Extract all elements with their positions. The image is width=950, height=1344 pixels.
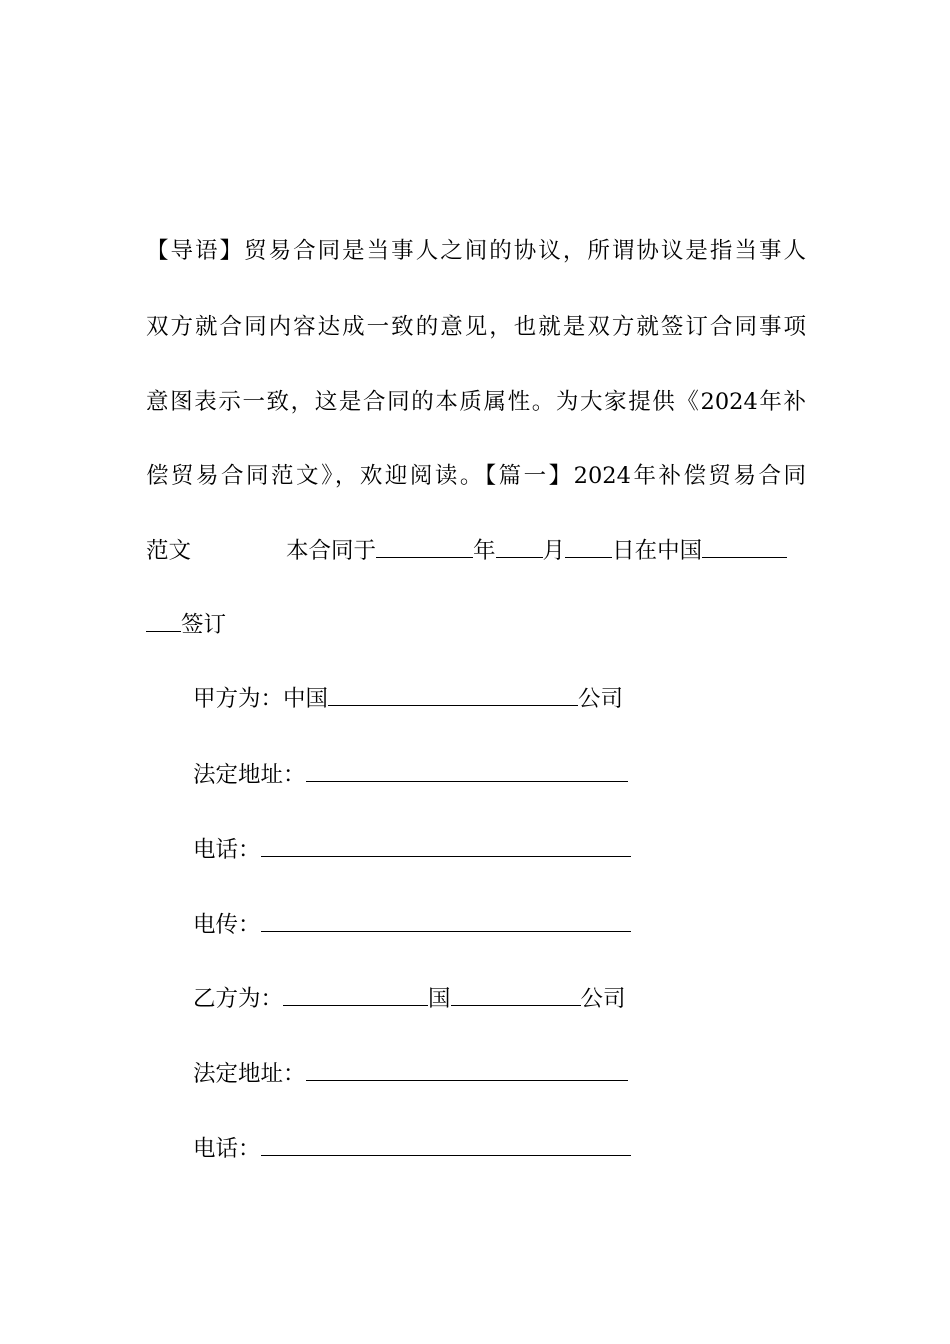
party-b-address-label: 法定地址： — [193, 1061, 306, 1087]
party-b-country-blank[interactable] — [283, 985, 428, 1006]
party-b-phone-label: 电话： — [193, 1136, 261, 1162]
party-a-address-row — [193, 760, 628, 790]
year-blank[interactable] — [376, 537, 473, 558]
day-place-label: 日在中国 — [612, 538, 703, 564]
party-b-phone-row — [193, 1134, 631, 1164]
party-a-company-blank[interactable] — [328, 685, 578, 706]
party-a-country: 中国 — [283, 686, 329, 712]
intro-line-3: 意图表示一致，这是合同的本质属性。为大家提供《2024年补 — [146, 389, 806, 415]
month-label: 月 — [542, 538, 566, 564]
party-b-name-row — [193, 984, 626, 1014]
party-a-fax-blank[interactable] — [261, 911, 631, 932]
party-b-label: 乙方为： — [193, 986, 284, 1012]
party-a-phone-label: 电话： — [193, 837, 261, 863]
signing-label: 签订 — [181, 612, 227, 638]
signing-line — [146, 610, 806, 640]
party-b-country-suffix: 国 — [428, 986, 451, 1012]
party-a-suffix: 公司 — [578, 686, 624, 712]
contract-date-prefix: 本合同于 — [286, 538, 377, 564]
month-blank[interactable] — [496, 537, 543, 558]
contract-date-line — [146, 536, 806, 566]
day-blank[interactable] — [565, 537, 612, 558]
party-a-phone-row — [193, 835, 631, 865]
party-a-fax-row — [193, 910, 631, 940]
year-label: 年 — [473, 538, 496, 564]
place-blank[interactable] — [702, 537, 787, 558]
party-b-suffix: 公司 — [580, 986, 626, 1012]
party-a-address-blank[interactable] — [306, 761, 628, 782]
party-b-phone-blank[interactable] — [261, 1135, 631, 1156]
party-a-phone-blank[interactable] — [261, 836, 631, 857]
party-b-address-blank[interactable] — [306, 1060, 628, 1081]
intro-line-2: 双方就合同内容达成一致的意见，也就是双方就签订合同事项 — [146, 314, 806, 340]
party-a-address-label: 法定地址： — [193, 762, 306, 788]
party-a-fax-label: 电传： — [193, 912, 261, 938]
party-b-company-blank[interactable] — [451, 985, 581, 1006]
place-blank-cont[interactable] — [146, 611, 181, 632]
party-b-address-row — [193, 1059, 628, 1089]
intro-line-1: 【导语】贸易合同是当事人之间的协议，所谓协议是指当事人 — [146, 238, 806, 264]
party-a-name-row — [193, 684, 623, 714]
party-a-label: 甲方为： — [193, 686, 284, 712]
intro-line-4: 偿贸易合同范文》，欢迎阅读。【篇一】2024年补偿贸易合同 — [146, 463, 806, 489]
title-tail: 范文 — [146, 538, 192, 564]
